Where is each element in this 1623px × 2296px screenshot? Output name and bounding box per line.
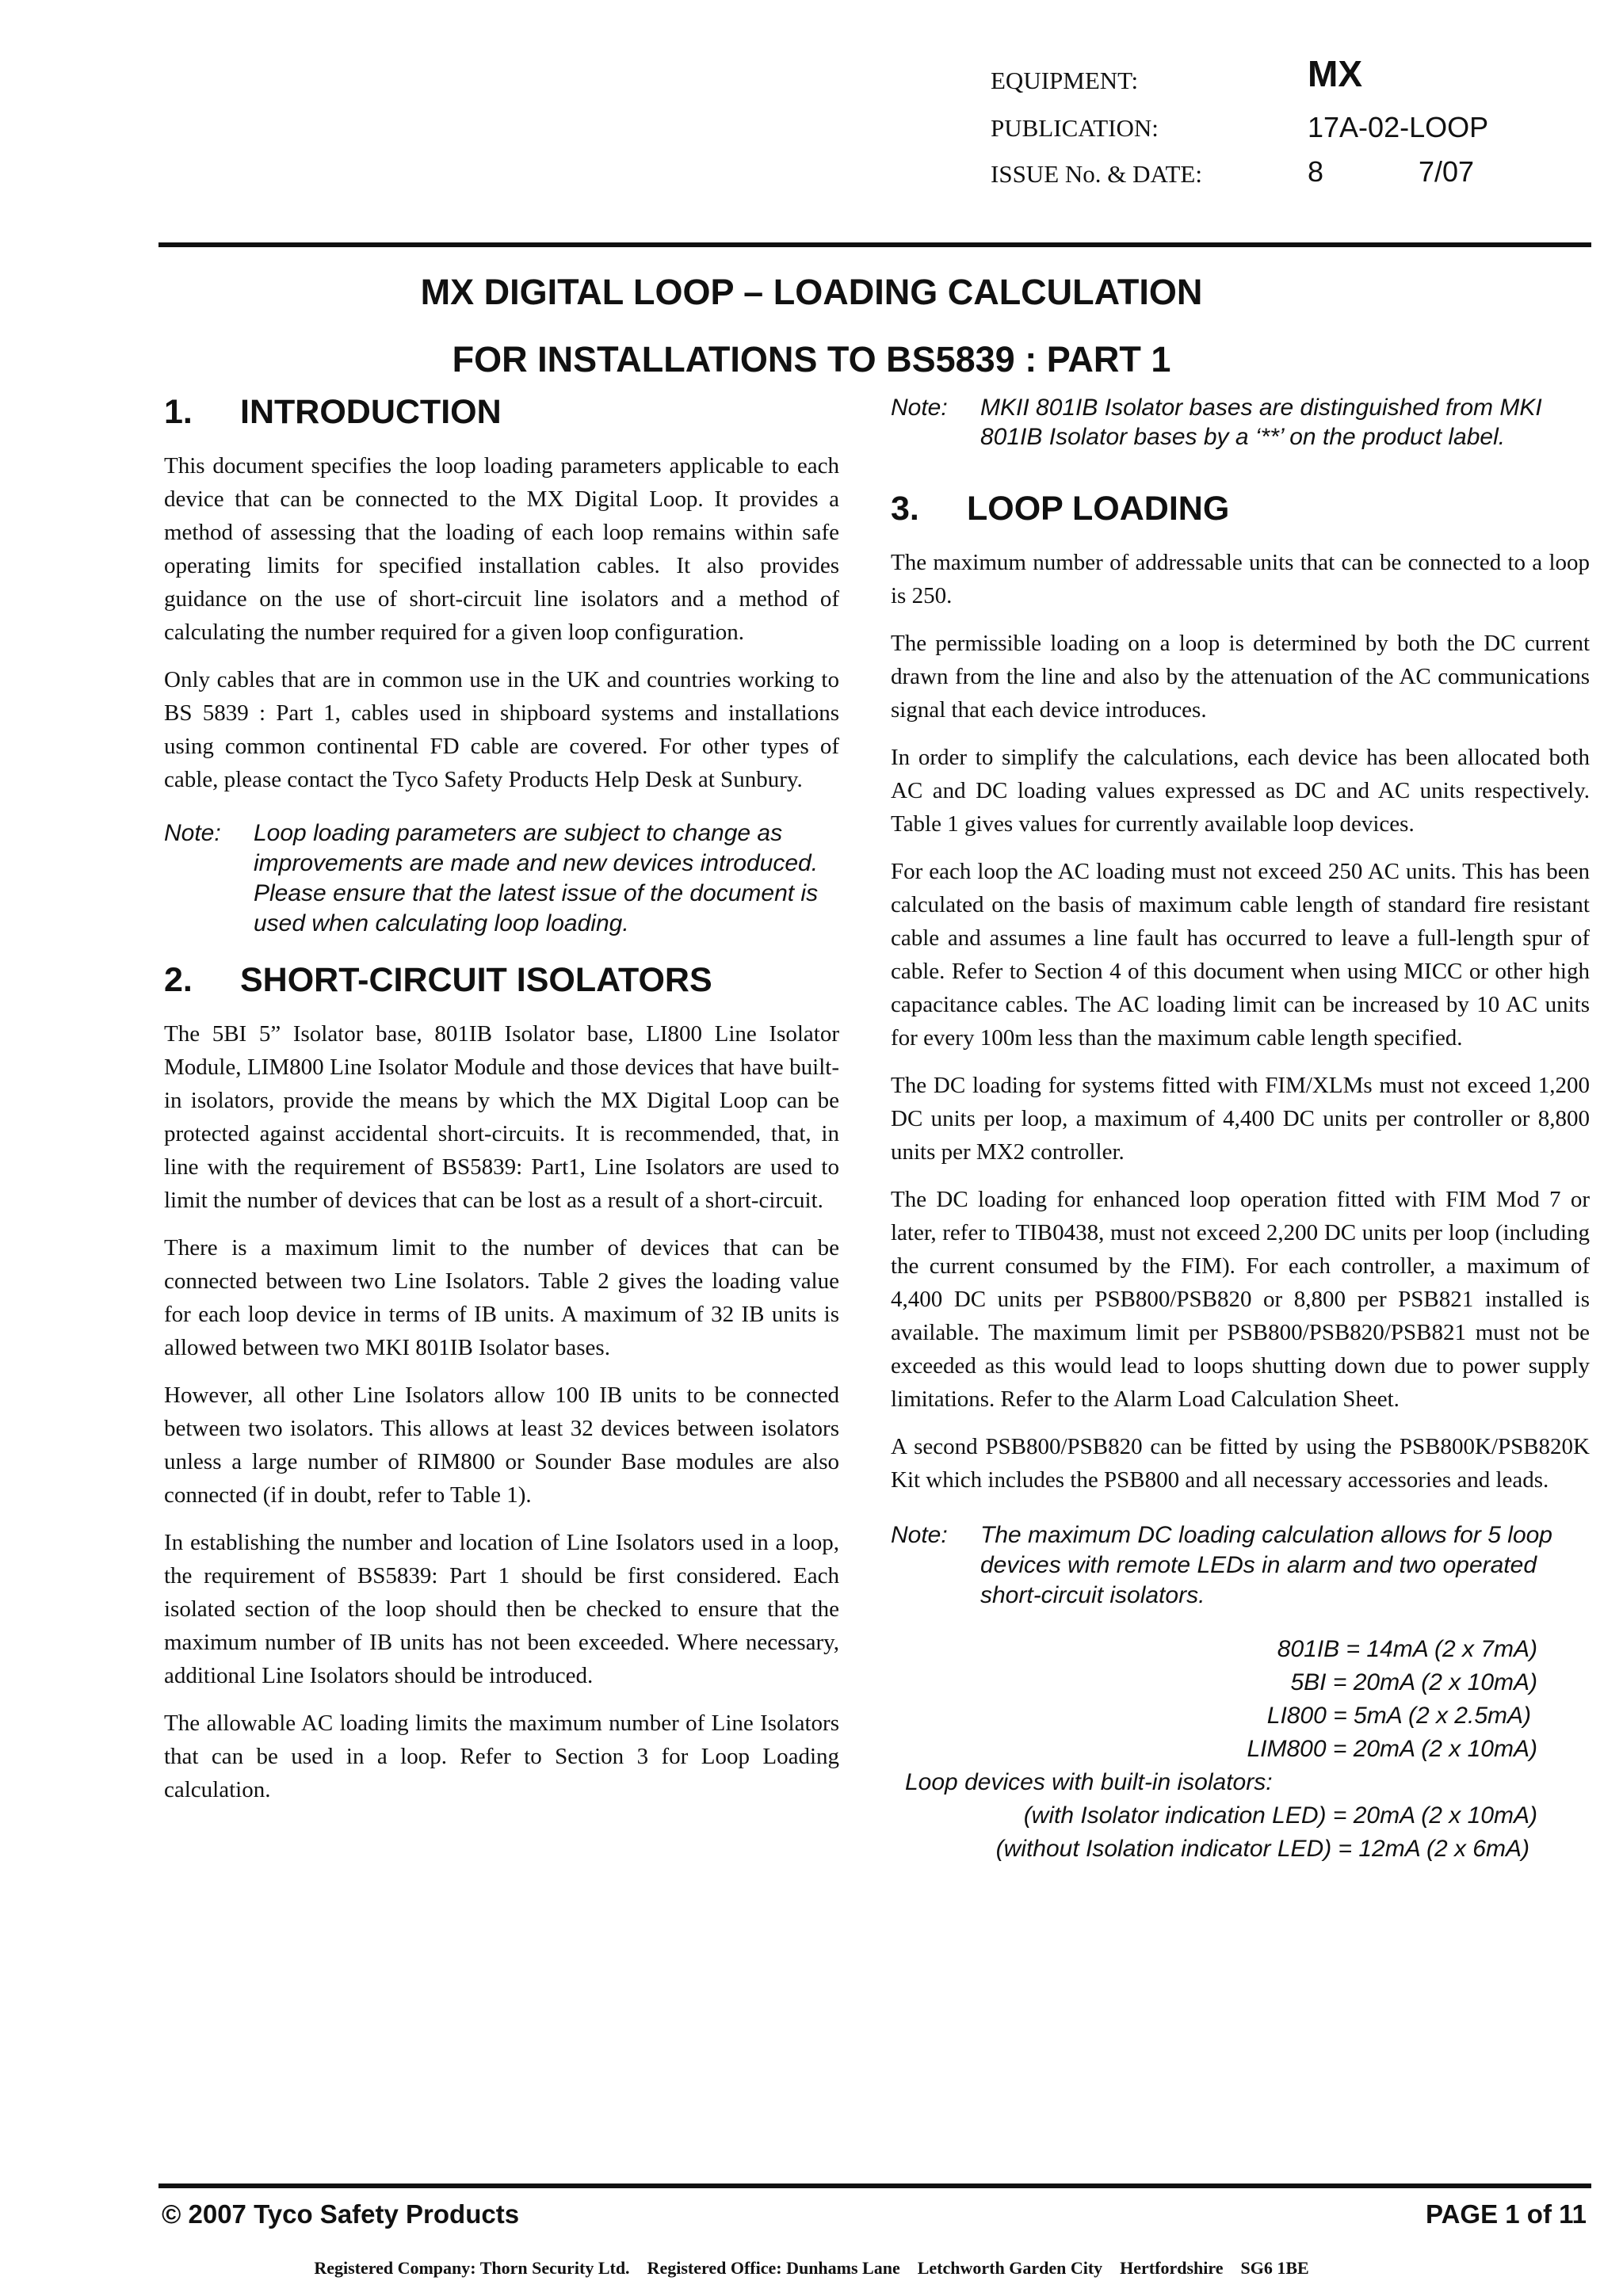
registered-office: Registered Company: Thorn Security Ltd. Registered Office: Dunhams Lane Letchworth Garden City Hertfordshire SG6 1BE bbox=[314, 2258, 1309, 2278]
isolators-paragraph-5: The allowable AC loading limits the maximum number of Line Isolators that can be used in a loop. Refer to Section 3 for Loop Loading calculation. bbox=[164, 1711, 839, 1802]
section-title: LOOP LOADING bbox=[967, 490, 1230, 528]
isolators-paragraph-4: In establishing the number and location of Line Isolators used in a loop, the requirement of BS5839: Part 1 should be first considered. Each isolated section of the loop should then be checked to ensure that the maximum number of IB units has not been exceeded. Where necessary, additional Line Isolators should be introduced. bbox=[164, 1530, 839, 1688]
section-number: 2. bbox=[164, 961, 193, 999]
issue-number: 8 bbox=[1308, 155, 1324, 188]
formula-801ib: 801IB = 14mA (2 x 7mA) bbox=[1277, 1636, 1537, 1662]
note-label: Note: bbox=[164, 820, 221, 846]
isolators-paragraph-1: The 5BI 5” Isolator base, 801IB Isolator base, LI800 Line Isolator Module, LIM800 Line Isolator Module and those devices that have built-in isolators, provide the means by which the MX Digital Loop can be protected against accidental short-circuits. It is recommended, that, in line with the requirement of BS5839: Part1, Line Isolators are used to limit the number of devices that can be lost as a result of a short-circuit. bbox=[164, 1021, 839, 1213]
footer-rule bbox=[158, 2183, 1591, 2188]
note-label: Note: bbox=[891, 395, 948, 421]
section-loop-loading-heading bbox=[891, 490, 1590, 528]
right-column bbox=[891, 393, 1590, 1866]
loading-note bbox=[891, 1520, 1590, 1611]
isolators-note bbox=[891, 393, 1590, 452]
loading-paragraph-4: For each loop the AC loading must not exceed 250 AC units. This has been calculated on the basis of maximum cable length of standard fire resistant cable and assumes a line fault has occurred to leave a full-length spur of cable. Refer to Section 4 of this document when using MICC or other high capacitance cables. The AC loading limit can be increased by 10 AC units for every 100m less than the maximum cable length specified. bbox=[891, 859, 1590, 1051]
page-number: PAGE 1 of 11 bbox=[1426, 2199, 1587, 2229]
formula-with-led: (with Isolator indication LED) = 20mA (2 x 10mA) bbox=[1023, 1802, 1537, 1829]
section-number: 3. bbox=[891, 490, 919, 528]
equipment-label: EQUIPMENT: bbox=[991, 67, 1139, 94]
section-title: SHORT-CIRCUIT ISOLATORS bbox=[240, 961, 712, 999]
issue-label: ISSUE No. & DATE: bbox=[991, 160, 1202, 188]
issue-date: 7/07 bbox=[1419, 155, 1475, 188]
publication-value: 17A-02-LOOP bbox=[1308, 111, 1489, 143]
section-isolators-heading bbox=[164, 961, 839, 1000]
intro-paragraph-2: Only cables that are in common use in the UK and countries working to BS 5839 : Part 1, cables used in shipboard systems and installations using common continental FD cable are covered. For other types of cable, please contact the Tyco Safety Products Help Desk at Sunbury. bbox=[164, 667, 839, 792]
left-column bbox=[164, 393, 839, 1821]
publication-label: PUBLICATION: bbox=[991, 114, 1159, 142]
isolators-paragraph-3: However, all other Line Isolators allow 100 IB units to be connected between two isolators. This allows at least 32 devices between isolators unless a large number of RIM800 or Sounder Base modules are also connected (if in doubt, refer to Table 1). bbox=[164, 1383, 839, 1508]
loading-paragraph-1: The maximum number of addressable units that can be connected to a loop is 250. bbox=[891, 550, 1590, 608]
isolators-paragraph-2: There is a maximum limit to the number of devices that can be connected between two Line Isolators. Table 2 gives the loading value for each loop device in terms of IB units. A maximum of 32 IB units is allowed between two MKI 801IB Isolator bases. bbox=[164, 1235, 839, 1360]
note-text: MKII 801IB Isolator bases are distinguished from MKI 801IB Isolator bases by a ‘**’ on the product label. bbox=[980, 395, 1542, 450]
equipment-value: MX bbox=[1308, 53, 1362, 94]
formula-li800: LI800 = 5mA (2 x 2.5mA) bbox=[1266, 1703, 1531, 1729]
section-title: INTRODUCTION bbox=[240, 393, 502, 431]
page-title: MX DIGITAL LOOP – LOADING CALCULATION bbox=[420, 272, 1203, 312]
loading-paragraph-6: The DC loading for enhanced loop operation fitted with FIM Mod 7 or later, refer to TIB0438, must not exceed 2,200 DC units per loop (including the current consumed by the FIM). For each controller, a maximum of 4,400 DC units per PSB800/PSB820 or 8,800 per PSB821 installed is available. The maximum limit per PSB800/PSB820/PSB821 must not be exceeded as this would lead to loops shutting down due to power supply limitations. Refer to the Alarm Load Calculation Sheet. bbox=[891, 1187, 1590, 1412]
loading-paragraph-3: In order to simplify the calculations, each device has been allocated both AC and DC loading values expressed as DC and AC units respectively. Table 1 gives values for currently available loop devices. bbox=[891, 745, 1590, 837]
intro-note bbox=[164, 818, 839, 939]
note-text: Loop loading parameters are subject to change as improvements are made and new devices introduced. Please ensure that the latest issue of the document is used when calculating loop loading. bbox=[254, 820, 819, 936]
page-subtitle: FOR INSTALLATIONS TO BS5839 : PART 1 bbox=[452, 339, 1171, 379]
note-text: The maximum DC loading calculation allows for 5 loop devices with remote LEDs in alarm and two operated short-circuit isolators. bbox=[980, 1522, 1552, 1608]
loading-paragraph-7: A second PSB800/PSB820 can be fitted by using the PSB800K/PSB820K Kit which includes the PSB800 and all necessary accessories and leads. bbox=[891, 1434, 1590, 1493]
header-rule bbox=[158, 242, 1591, 247]
section-number: 1. bbox=[164, 393, 193, 431]
formula-without-led: (without Isolation indicator LED) = 12mA (2 x 6mA) bbox=[995, 1836, 1529, 1862]
intro-paragraph-1: This document specifies the loop loading parameters applicable to each device that can be connected to the MX Digital Loop. It provides a method of assessing that the loading of each loop remains within safe operating limits for specified installation cables. It also provides guidance on the use of short-circuit line isolators and a method of calculating the number required for a given loop configuration. bbox=[164, 453, 839, 645]
loading-paragraph-2: The permissible loading on a loop is determined by both the DC current drawn from the line and also by the attenuation of the AC communications signal that each device introduces. bbox=[891, 631, 1590, 723]
formula-5bi: 5BI = 20mA (2 x 10mA) bbox=[1290, 1669, 1537, 1695]
section-introduction-heading bbox=[164, 393, 839, 432]
copyright: © 2007 Tyco Safety Products bbox=[162, 2199, 520, 2229]
note-label: Note: bbox=[891, 1522, 948, 1548]
loading-paragraph-5: The DC loading for systems fitted with FIM/XLMs must not exceed 1,200 DC units per loop, a maximum of 4,400 DC units per controller or 8,800 units per MX2 controller. bbox=[891, 1073, 1590, 1165]
formula-builtin-heading: Loop devices with built-in isolators: bbox=[905, 1769, 1273, 1795]
formula-lim800: LIM800 = 20mA (2 x 10mA) bbox=[1247, 1736, 1537, 1762]
